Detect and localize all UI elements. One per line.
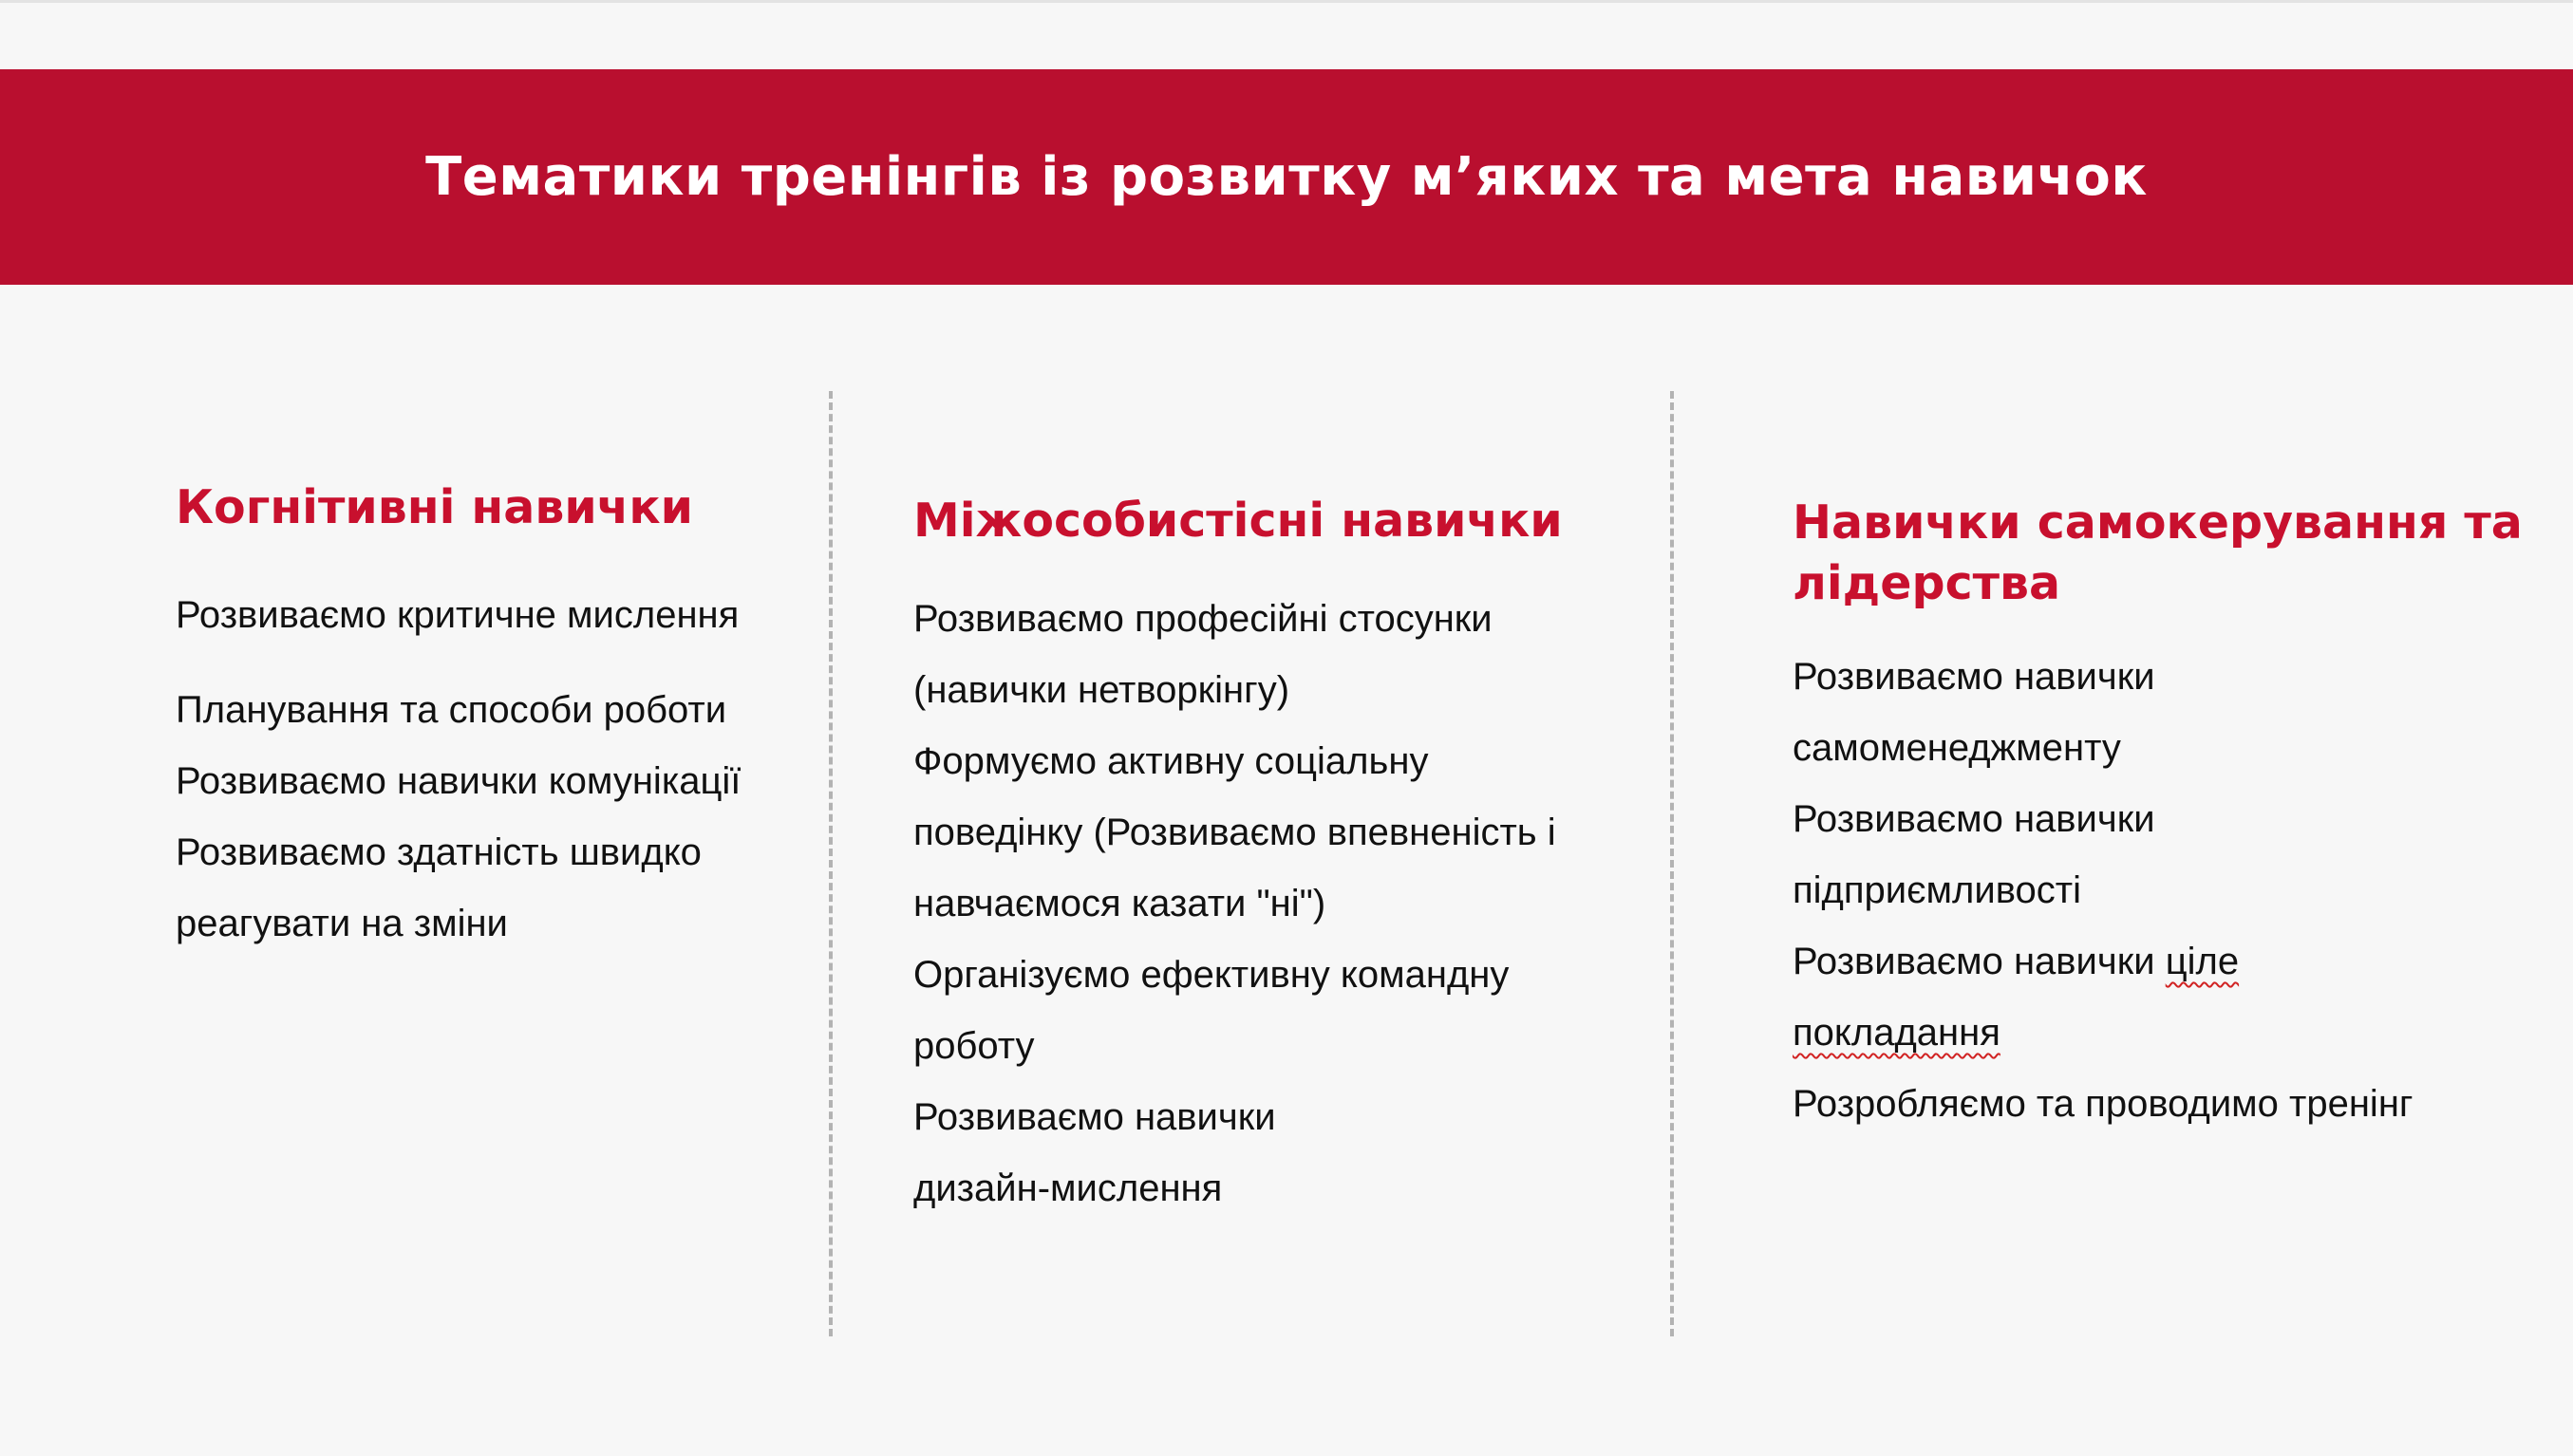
interpersonal-skills-list [913,584,1635,1224]
heading-line-2: лідерства [1793,556,2061,610]
list-item: Розвиваємо навички [1793,798,2155,840]
list-item [1793,998,2533,1069]
cognitive-skills-list [176,580,821,960]
list-item: Розвиваємо навички комунікації [176,760,742,802]
page-title: Тематики тренінгів із розвитку м’яких та мета навичок [425,146,2148,208]
list-item: Формуємо активну соціальну [913,740,1429,782]
list-item-text: Розвиваємо навички [1793,941,2155,982]
list-item: Розробляємо та проводимо тренінг [1793,1083,2413,1125]
list-item: Організуємо ефективну командну [913,954,1510,996]
list-item: навчаємося казати "ні") [913,883,1326,924]
list-item: Розвиваємо навички [913,1096,1276,1138]
list-item: (навички нетворкінгу) [913,669,1290,711]
spellcheck-flagged-word[interactable]: покладання [1793,1012,2000,1054]
list-item [1793,926,2533,998]
self-management-leadership-column [1793,493,2533,1140]
list-item: Розвиваємо здатність швидко [176,831,702,873]
list-item: підприємливості [1793,869,2081,911]
list-item: Розвиваємо професійні стосунки [913,598,1493,640]
column-divider-1 [829,391,833,1336]
title-banner [0,69,2573,285]
cognitive-skills-heading: Когнітивні навички [176,480,693,534]
top-border [0,0,2573,3]
list-item: самоменеджменту [1793,727,2121,769]
heading-line-1: Навички самокерування та [1793,495,2523,550]
list-item: реагувати на зміни [176,903,508,944]
list-item: поведінку (Розвиваємо впевненість і [913,812,1556,853]
list-item: роботу [913,1025,1035,1067]
list-item: Розвиваємо навички [1793,656,2155,698]
column-divider-2 [1670,391,1674,1336]
list-item: Розвиваємо критичне мислення [176,594,740,636]
interpersonal-skills-heading: Міжособистісні навички [913,494,1563,548]
cognitive-skills-column [176,477,821,960]
interpersonal-skills-column [913,491,1635,1224]
self-management-leadership-heading [1793,493,2533,614]
list-item: дизайн-мислення [913,1167,1223,1209]
spellcheck-flagged-word[interactable]: ціле [2165,941,2240,982]
self-management-leadership-list [1793,642,2533,1140]
list-item: Планування та способи роботи [176,689,727,731]
